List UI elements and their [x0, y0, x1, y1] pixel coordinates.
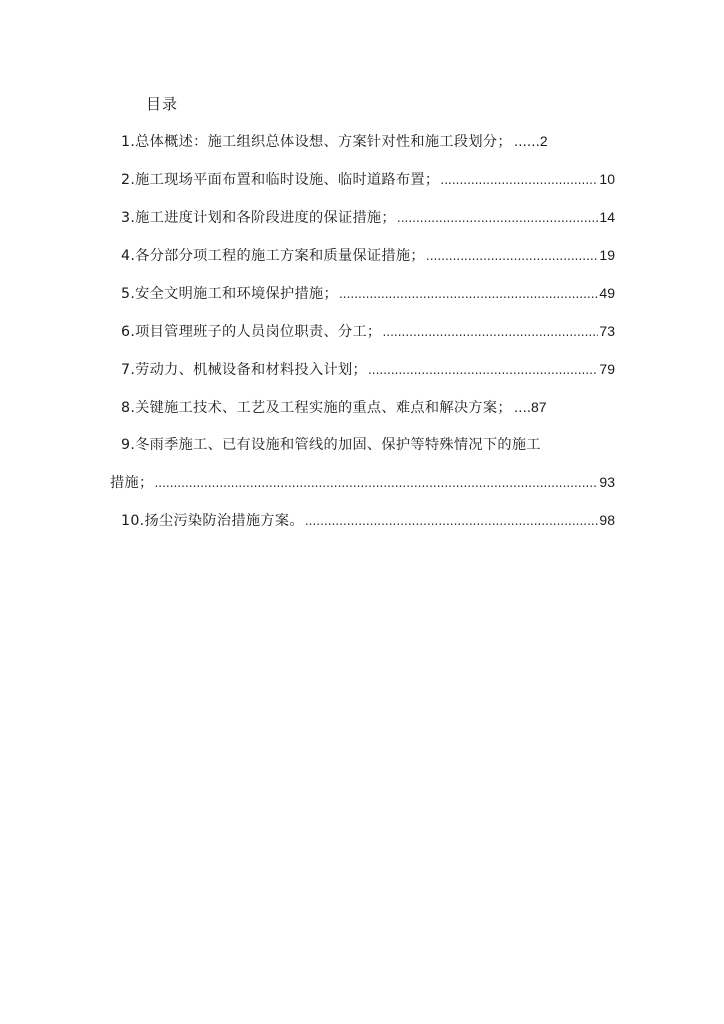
toc-entry-line2[interactable] [110, 471, 615, 493]
toc-entry-text: 5.安全文明施工和环境保护措施； [121, 286, 338, 302]
toc-entry[interactable] [121, 168, 615, 190]
toc-entry-page: 98 [599, 512, 615, 528]
toc-entry[interactable] [121, 282, 615, 304]
toc-entry[interactable] [121, 396, 615, 418]
toc-dot-leader [339, 283, 598, 305]
toc-entry[interactable] [121, 320, 615, 342]
toc-entry-text: 2.施工现场平面布置和临时设施、临时道路布置； [121, 172, 440, 188]
toc-dot-leader [397, 207, 599, 229]
toc-dot-leader [440, 169, 598, 191]
toc-entry-text: 10.扬尘污染防治措施方案。 [121, 513, 304, 529]
toc-dot-leader [426, 245, 599, 267]
toc-entry-page: 19 [599, 247, 615, 263]
toc-entry[interactable] [121, 509, 615, 531]
toc-entry-page: 73 [599, 323, 615, 339]
toc-entry[interactable] [121, 130, 615, 152]
toc-entry-page: 87 [530, 399, 547, 415]
toc-entry-text: 6.项目管理班子的人员岗位职责、分工； [121, 324, 382, 340]
toc-entry-leader: …. [513, 401, 531, 416]
toc-entry-text: 措施； [110, 475, 154, 491]
toc-entry-line1[interactable] [121, 434, 615, 456]
toc-dot-leader [382, 321, 598, 343]
toc-entry-page: 2 [539, 133, 548, 149]
toc-entry-text: 3.施工进度计划和各阶段进度的保证措施； [121, 210, 396, 226]
toc-entry-page: 49 [599, 285, 615, 301]
toc-entry-text: 8.关键施工技术、工艺及工程实施的重点、难点和解决方案； [121, 400, 512, 416]
toc-entry-leader: …… [513, 135, 540, 150]
toc-entry-text: 4.各分部分项工程的施工方案和质量保证措施； [121, 248, 425, 264]
toc-entry-text: 9.冬雨季施工、已有设施和管线的加固、保护等特殊情况下的施工 [121, 437, 541, 453]
toc-entry[interactable] [121, 244, 615, 266]
toc-entry[interactable] [121, 358, 615, 380]
toc-entry-page: 79 [599, 361, 615, 377]
toc-entry-page: 93 [599, 474, 615, 490]
toc-dot-leader [154, 472, 598, 494]
toc-dot-leader [305, 510, 599, 532]
toc-entry-text: 7.劳动力、机械设备和材料投入计划； [121, 362, 367, 378]
toc-entry-page: 14 [599, 209, 615, 225]
toc-entry-page: 10 [599, 171, 615, 187]
toc-entry-text: 1.总体概述：施工组织总体设想、方案针对性和施工段划分； [121, 134, 512, 150]
toc-dot-leader [368, 359, 598, 381]
toc-entry[interactable] [121, 206, 615, 228]
toc-title: 目录 [146, 95, 179, 113]
